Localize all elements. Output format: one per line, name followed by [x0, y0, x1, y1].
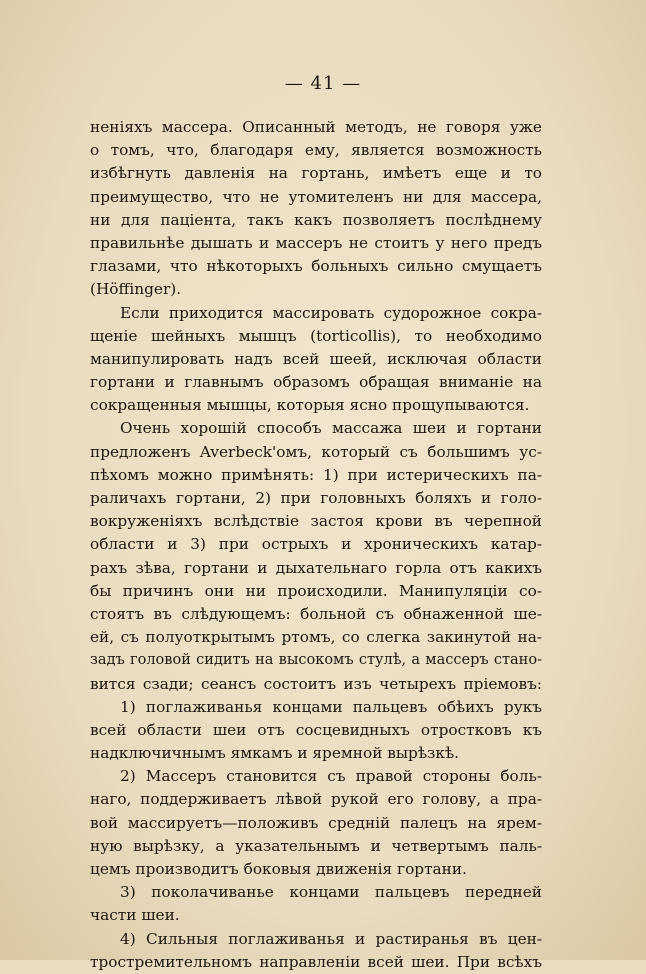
text-line: задъ головой сидитъ на высокомъ стулѣ, а массеръ стано-	[90, 652, 542, 669]
text-line: бы причинъ они ни происходили. Манипуляціи со-	[90, 581, 542, 600]
text-line: манипулировать надъ всей шеей, исключая области	[90, 349, 542, 368]
text-line: тростремительномъ направленіи всей шеи. При всѣхъ	[90, 952, 542, 971]
text-line: 2) Массеръ становится съ правой стороны боль-	[120, 767, 542, 786]
text-line: области и 3) при острыхъ и хроническихъ катар-	[90, 535, 542, 554]
text-line: вокруженіяхъ вслѣдствіе застоя крови въ черепной	[90, 512, 542, 531]
text-line: 4) Сильныя поглаживанья и растиранья въ цен-	[120, 929, 542, 948]
text-line: глазами, что нѣкоторыхъ больныхъ сильно смущаетъ	[90, 257, 542, 276]
text-line: Если приходится массировать судорожное сокра-	[120, 303, 542, 322]
text-line: 1) поглаживанья концами пальцевъ обѣихъ рукъ	[120, 697, 542, 716]
text-line: вой массируетъ—положивъ средній палецъ на ярем-	[90, 813, 542, 832]
text-line: всей области шеи отъ сосцевидныхъ отростковъ къ	[90, 720, 542, 739]
text-line: Очень хорошій способъ массажа шеи и гортани	[120, 419, 542, 438]
text-line: избѣгнуть давленія на гортань, имѣетъ еще и то	[90, 164, 542, 183]
text-line: ей, съ полуоткрытымъ ртомъ, со слегка закинутой на-	[90, 628, 542, 647]
text-line: 3) поколачиванье концами пальцевъ передней	[120, 883, 542, 902]
text-line: ни для паціента, такъ какъ позволяетъ послѣднему	[90, 210, 542, 229]
page-number: — 41 —	[284, 73, 362, 94]
text-line: предложенъ Averbeck'омъ, который съ большимъ ус-	[90, 442, 542, 461]
text-line: рахъ зѣва, гортани и дыхательнаго горла отъ какихъ	[90, 558, 542, 577]
text-line: раличахъ гортани, 2) при головныхъ боляхъ и голо-	[90, 489, 542, 507]
body-text	[90, 116, 542, 974]
text-line: преимущество, что не утомителенъ ни для массера,	[90, 187, 542, 206]
text-line: правильнѣе дышать и массеръ не стоитъ у него предъ	[90, 233, 542, 252]
text-line: надключичнымъ ямкамъ и яремной вырѣзкѣ.	[90, 744, 460, 763]
text-line: о томъ, что, благодаря ему, является возможность	[90, 141, 542, 160]
text-line: сокращенныя мышцы, которыя ясно прощупываются.	[90, 396, 530, 415]
text-line: неніяхъ массера. Описанный методъ, не говоря уже	[90, 118, 542, 136]
text-line: гортани и главнымъ образомъ обращая вниманіе на	[90, 373, 542, 392]
text-line: цемъ производитъ боковыя движенія гортани.	[90, 860, 467, 878]
text-line: щеніе шейныхъ мышцъ (torticollis), то необходимо	[90, 326, 542, 345]
text-line: вится сзади; сеансъ состоитъ изъ четырехъ пріемовъ:	[90, 674, 542, 693]
text-line: части шеи.	[90, 906, 180, 925]
text-line: пѣхомъ можно примѣнять: 1) при истерическихъ па-	[90, 465, 542, 484]
text-line: ную вырѣзку, а указательнымъ и четвертымъ паль-	[90, 836, 542, 855]
text-line: наго, поддерживаетъ лѣвой рукой его голову, а пра-	[90, 790, 542, 809]
text-line: (Höffinger).	[90, 280, 182, 299]
text-line: стоятъ въ слѣдующемъ: больной съ обнаженной ше-	[90, 604, 542, 623]
